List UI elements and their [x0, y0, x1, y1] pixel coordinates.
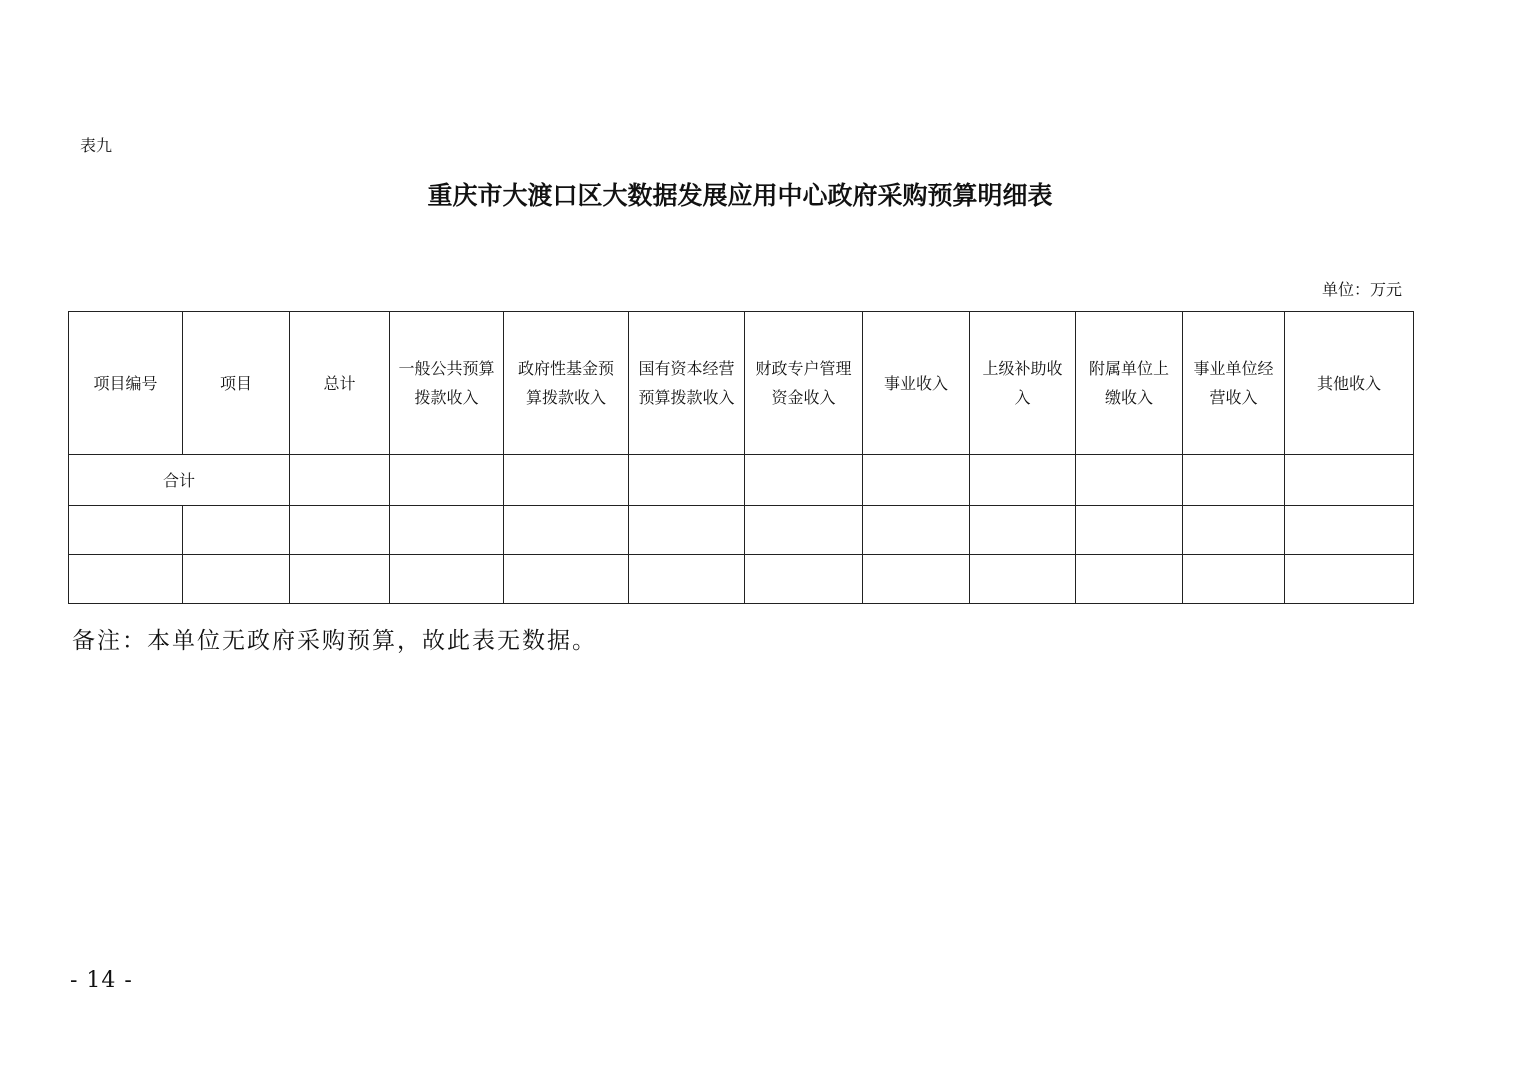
table-cell — [745, 506, 863, 555]
table-cell — [1285, 455, 1414, 506]
table-cell — [69, 506, 183, 555]
table-cell — [629, 455, 745, 506]
header-project: 项目 — [183, 312, 290, 455]
table-cell — [1076, 455, 1183, 506]
header-state-capital: 国有资本经营预算拨款收入 — [629, 312, 745, 455]
table-cell — [1183, 555, 1285, 604]
header-operating-income: 事业单位经营收入 — [1183, 312, 1285, 455]
table-cell — [1183, 455, 1285, 506]
table-cell — [1183, 506, 1285, 555]
header-total: 总计 — [290, 312, 390, 455]
document-title: 重庆市大渡口区大数据发展应用中心政府采购预算明细表 — [427, 181, 1053, 210]
table-cell — [290, 555, 390, 604]
table-cell — [863, 455, 970, 506]
header-project-code: 项目编号 — [69, 312, 183, 455]
table-cell — [504, 506, 629, 555]
table-cell — [1285, 506, 1414, 555]
table-cell — [745, 555, 863, 604]
header-government-fund: 政府性基金预算拨款收入 — [504, 312, 629, 455]
table-cell — [970, 506, 1076, 555]
total-label: 合计 — [69, 455, 290, 506]
table-cell — [390, 555, 504, 604]
table-cell — [290, 506, 390, 555]
table-cell — [290, 455, 390, 506]
table-cell — [1285, 555, 1414, 604]
header-general-budget: 一般公共预算拨款收入 — [390, 312, 504, 455]
header-business-income: 事业收入 — [863, 312, 970, 455]
procurement-budget-table — [68, 311, 1414, 604]
header-superior-subsidy: 上级补助收入 — [970, 312, 1076, 455]
table-cell — [183, 506, 290, 555]
table-cell — [69, 555, 183, 604]
total-row — [69, 455, 1414, 506]
table-cell — [863, 506, 970, 555]
unit-label: 单位：万元 — [1321, 280, 1402, 299]
table-row — [69, 555, 1414, 604]
table-cell — [863, 555, 970, 604]
table-cell — [629, 555, 745, 604]
table-number: 表九 — [80, 136, 113, 155]
table-cell — [745, 455, 863, 506]
table-cell — [629, 506, 745, 555]
table-cell — [970, 555, 1076, 604]
table-cell — [183, 555, 290, 604]
table-cell — [390, 455, 504, 506]
remark-note: 备注：本单位无政府采购预算，故此表无数据。 — [72, 628, 597, 654]
table-cell — [1076, 555, 1183, 604]
header-other-income: 其他收入 — [1285, 312, 1414, 455]
table-row — [69, 506, 1414, 555]
header-affiliated-unit: 附属单位上缴收入 — [1076, 312, 1183, 455]
table-cell — [390, 506, 504, 555]
table-cell — [970, 455, 1076, 506]
header-row — [69, 312, 1414, 455]
table-cell — [1076, 506, 1183, 555]
page-number: - 14 - — [70, 968, 133, 993]
table-cell — [504, 455, 629, 506]
header-special-account: 财政专户管理资金收入 — [745, 312, 863, 455]
table-cell — [504, 555, 629, 604]
